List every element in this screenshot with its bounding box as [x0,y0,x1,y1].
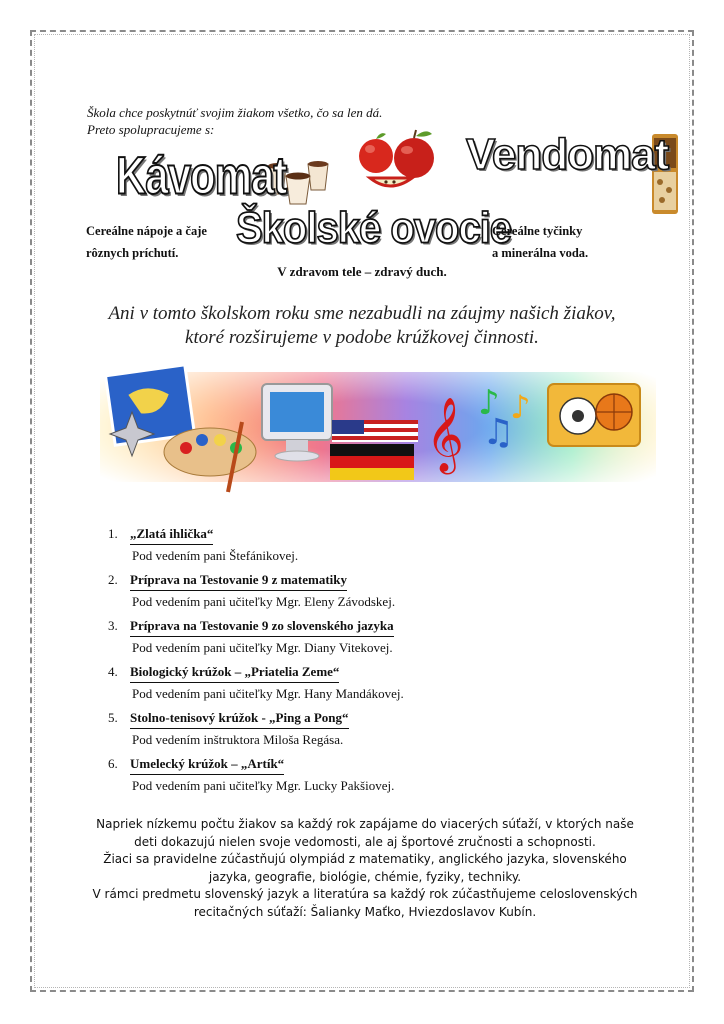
vendomat-desc-line-1: Cereálne tyčinky [492,224,583,238]
intro-text [87,104,382,138]
kavomat-logo: Kávomat [116,146,287,205]
headline-line-2: ktoré rozširujeme v podobe krúžkovej činnosti. [185,327,539,348]
svg-text:♪: ♪ [510,388,531,426]
headline-line-1: Ani v tomto školskom roku sme nezabudli na záujmy našich žiakov, [108,303,616,324]
competitions-line-5: V rámci predmetu slovenský jazyk a literatúra sa každý rok zúčastňujeme celoslovenských [92,887,638,901]
club-leader: Pod vedením pani učiteľky Mgr. Lucky Pakšiovej. [132,778,395,793]
coffee-cup-icon [308,161,328,190]
svg-text:♫: ♫ [482,412,515,453]
club-leader: Pod vedením inštruktora Miloša Regása. [132,732,344,747]
club-title: Stolno-tenisový krúžok - „Ping a Pong“ [130,710,349,729]
club-title: Príprava na Testovanie 9 z matematiky [130,572,347,591]
club-number: 5. [108,710,118,725]
apple-icon [394,130,434,178]
club-leader: Pod vedením pani učiteľky Mgr. Hany Mandákovej. [132,686,404,701]
competitions-line-6: recitačných súťaží: Šalianky Maťko, Hviezdoslavov Kubín. [193,904,537,919]
apple-slice-icon [370,178,412,186]
intro-line-1: Škola chce poskytnúť svojim žiakom všetko, čo sa len dá. [87,105,383,120]
activities-banner [100,352,656,502]
club-title: Biologický krúžok – „Priatelia Zeme“ [130,664,339,683]
club-title: „Zlatá ihlička“ [130,526,213,545]
competitions-line-4: jazyka, geografie, biológie, chémie, fyziky, techniky. [208,869,522,884]
intro-line-2: Preto spolupracujeme s: [87,122,215,137]
club-leader: Pod vedením pani učiteľky Mgr. Diany Vitekovej. [132,640,393,655]
club-number: 6. [108,756,118,771]
apples-illustration [356,128,440,194]
coffee-cup-icon [286,173,310,205]
headline [60,302,664,350]
club-title: Príprava na Testovanie 9 zo slovenského jazyka [130,618,394,637]
kavomat-desc-line-1: Cereálne nápoje a čaje [86,224,207,238]
club-title: Umelecký krúžok – „Artík“ [130,756,284,775]
skolske-ovocie-logo: Školské ovocie [236,204,512,253]
club-number: 1. [108,526,118,541]
vendomat-logo: Vendomat [466,130,669,179]
sports-folder-icon [548,384,640,446]
competitions-line-2: deti dokazujú nielen svoje vedomosti, ale aj športové zručnosti a schopnosti. [134,834,596,849]
competitions-paragraph [80,816,650,921]
club-leader: Pod vedením pani Štefánikovej. [132,548,299,563]
kavomat-description [86,220,207,264]
svg-text:𝄞: 𝄞 [426,398,464,472]
club-number: 4. [108,664,118,679]
club-number: 3. [108,618,118,633]
competitions-line-3: Žiaci sa pravidelne zúčastňujú olympiád z matematiky, anglického jazyka, slovenského [103,852,627,866]
kavomat-desc-line-2: rôznych príchutí. [86,246,179,260]
apple-icon [359,133,393,173]
competitions-line-1: Napriek nízkemu počtu žiakov sa každý rok zapájame do viacerých súťaží, v ktorých naše [96,817,634,831]
club-number: 2. [108,572,118,587]
vendomat-description [492,220,588,264]
motto: V zdravom tele – zdravý duch. [277,264,447,279]
german-flag-icon [330,444,414,480]
us-flag-icon [332,420,418,442]
svg-text:♪: ♪ [478,383,500,423]
club-leader: Pod vedením pani učiteľky Mgr. Eleny Závodskej. [132,594,396,609]
vendomat-desc-line-2: a minerálna voda. [492,246,589,260]
